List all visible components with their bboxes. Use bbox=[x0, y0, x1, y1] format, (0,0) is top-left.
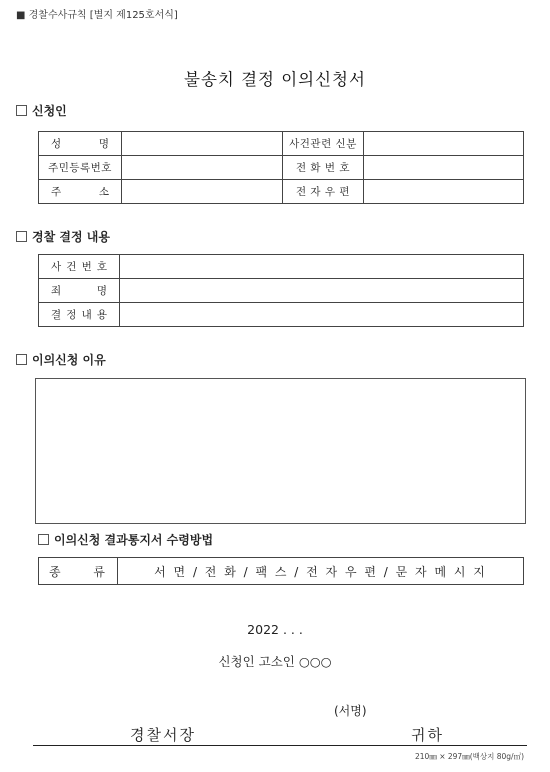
section-method-heading bbox=[38, 531, 213, 548]
section-applicant-label: 신청인 bbox=[32, 104, 67, 118]
address-label: 주 소 bbox=[39, 180, 122, 204]
checkbox-icon bbox=[16, 231, 27, 242]
section-reason-heading bbox=[16, 351, 106, 368]
decision-content-label: 결 정 내 용 bbox=[39, 303, 120, 327]
method-table bbox=[38, 557, 524, 585]
decision-content-field[interactable] bbox=[120, 303, 524, 327]
recipient-label: 경찰서장 bbox=[130, 726, 196, 744]
phone-label: 전 화 번 호 bbox=[283, 156, 364, 180]
charge-label: 죄 명 bbox=[39, 279, 120, 303]
method-options[interactable]: 서 면 / 전 화 / 팩 스 / 전 자 우 편 / 문 자 메 시 지 bbox=[118, 558, 524, 585]
section-applicant-heading bbox=[16, 102, 67, 119]
applicant-line: 신청인 고소인 ○○○ bbox=[218, 654, 332, 669]
bottom-divider bbox=[33, 745, 527, 746]
form-header: ■ 경찰수사규칙 [별지 제125호서식] bbox=[16, 10, 178, 21]
section-decision-label: 경찰 결정 내용 bbox=[32, 230, 110, 244]
section-reason-label: 이의신청 이유 bbox=[32, 353, 106, 367]
applicant-table bbox=[38, 131, 524, 204]
section-decision-heading bbox=[16, 228, 110, 245]
section-method-label: 이의신청 결과통지서 수령방법 bbox=[54, 533, 214, 547]
name-label: 성 명 bbox=[39, 132, 122, 156]
rrn-label: 주민등록번호 bbox=[39, 156, 122, 180]
email-label: 전 자 우 편 bbox=[283, 180, 364, 204]
case-number-label: 사 건 번 호 bbox=[39, 255, 120, 279]
relation-label: 사건관련 신분 bbox=[283, 132, 364, 156]
checkbox-icon bbox=[38, 534, 49, 545]
paper-spec: 210㎜ × 297㎜(백상지 80g/㎡) bbox=[415, 752, 524, 761]
method-type-label: 종 류 bbox=[39, 558, 118, 585]
decision-table bbox=[38, 254, 524, 327]
relation-field[interactable] bbox=[364, 132, 524, 156]
date-line: 2022 . . . bbox=[247, 622, 303, 637]
email-field[interactable] bbox=[364, 180, 524, 204]
document-title: 불송치 결정 이의신청서 bbox=[184, 70, 366, 89]
signature-label: (서명) bbox=[334, 704, 367, 718]
address-field[interactable] bbox=[122, 180, 283, 204]
reason-textarea[interactable] bbox=[35, 378, 526, 524]
case-number-field[interactable] bbox=[120, 255, 524, 279]
charge-field[interactable] bbox=[120, 279, 524, 303]
checkbox-icon bbox=[16, 105, 27, 116]
phone-field[interactable] bbox=[364, 156, 524, 180]
name-field[interactable] bbox=[122, 132, 283, 156]
honorific-label: 귀하 bbox=[411, 726, 444, 744]
rrn-field[interactable] bbox=[122, 156, 283, 180]
checkbox-icon bbox=[16, 354, 27, 365]
